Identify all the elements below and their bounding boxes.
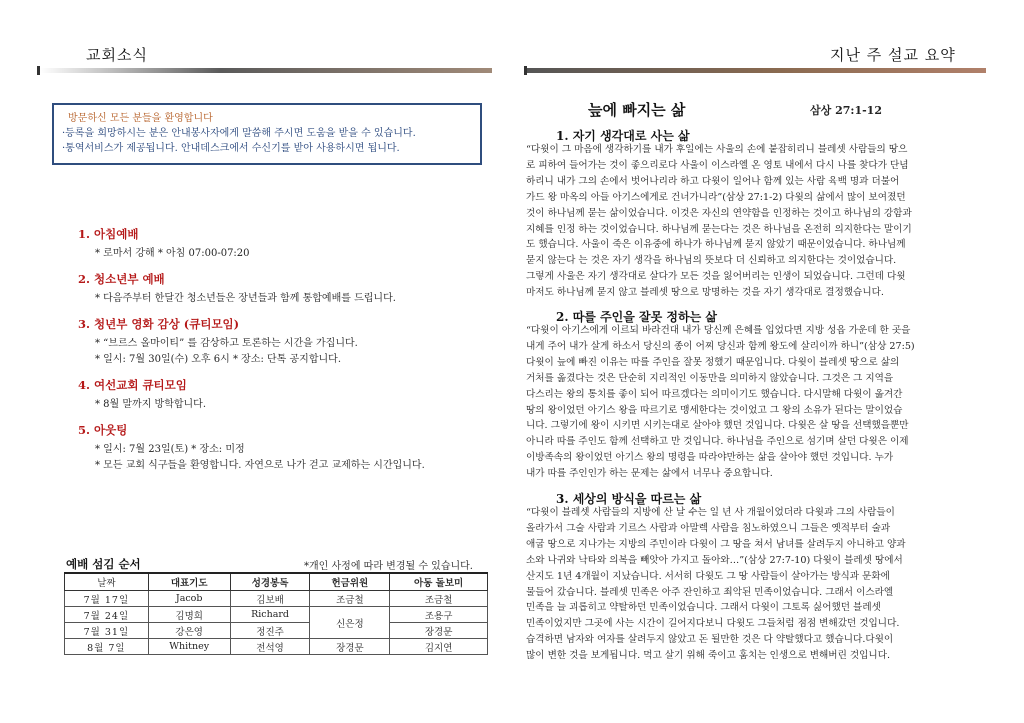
duty-cell: 강은영 [148, 623, 230, 639]
sermon-line: 민족이었지만 그곳에 사는 시간이 길어지다보니 다윗도 그들처럼 점점 변해갔던 것입니다. [526, 618, 900, 630]
sermon-line: 산지도 1년 4개월이 지났습니다. 서서히 다윗도 그 땅 사람들이 살아가는 방식과 문화에 [526, 570, 890, 582]
news-list [78, 226, 508, 483]
welcome-line-1: 방문하신 모든 분들을 환영합니다 [68, 113, 213, 124]
sermon-line: 올라가서 그술 사람과 기르스 사람과 아말렉 사람을 침노하였으니 그들은 옛적부터 술과 [526, 522, 891, 534]
news-item [78, 226, 508, 262]
sermon-line: 도 했습니다. 사울이 죽은 이유중에 하나가 하나님께 묻지 않았기 때문이었습니다. 하나님께 [526, 239, 906, 251]
sermon-line: 것이 하나님께 묻는 삶이었습니다. 이것은 자신의 연약함을 인정하는 것이고 하나님의 강함과 [526, 207, 912, 219]
news-heading: 2. 청소년부 예배 [78, 272, 165, 286]
sermon-line: 거처를 옮겼다는 것은 단순히 지리적인 이동만을 의미하지 않았습니다. 그것은 그 지역을 [526, 372, 894, 384]
duty-cell: 전석영 [230, 639, 310, 655]
news-item [78, 422, 508, 474]
sermon-line: 많이 변한 것을 보게됩니다. 먹고 살기 위해 죽이고 훔치는 인생으로 변해버린 것입니다. [526, 650, 891, 662]
duty-cell-merged: 신은정 [310, 607, 390, 639]
sermon-section-body [526, 142, 986, 301]
news-heading: 1. 아침예배 [78, 227, 139, 241]
table-row [65, 639, 488, 655]
sermon-line: 습격하면 남자와 여자를 살려두지 않았고 돈 될만한 것은 다 약탈했다고 했습니다.다윗이 [526, 634, 894, 646]
sermon-line: 아니라 따를 주인도 함께 선택하고 만 것입니다. 하나님을 주인으로 섬기며 살던 다윗은 이제 [526, 436, 909, 448]
duty-cell: Richard [230, 607, 310, 623]
duty-cell-date: 7월 17일 [65, 591, 149, 607]
sermon-line: 소와 나귀와 낙타와 의복을 빼앗아 가지고 돌아와…”(삼상 27:7-10) 다윗이 블레셋 땅에서 [526, 554, 903, 566]
sermon-section-body [526, 505, 986, 664]
news-line: * 다음주부터 한달간 청소년들은 장년들과 함께 통합예배를 드립니다. [95, 293, 396, 304]
sermon-line: 내가 따를 주인인가 하는 문제는 삶에서 너무나 중요합니다. [526, 468, 773, 480]
news-line: * 일시: 7월 30일(수) 오후 6시 * 장소: 단톡 공지합니다. [95, 354, 341, 365]
sermon-line: 니다. 그렇기에 왕이 시키면 시키는대로 살아야 했던 것입니다. 다윗은 살 땅을 선택했을뿐만 [526, 420, 909, 432]
sermon-line: 내게 주어 내가 살게 하소서 당신의 종이 어찌 당신과 함께 왕도에 살리이까 하니”(삼상 27:5) [526, 340, 915, 352]
news-line: * 로마서 강해 * 아침 07:00-07:20 [95, 248, 250, 259]
news-line: * “브르스 올마이티” 를 감상하고 토론하는 시간을 가집니다. [95, 338, 358, 349]
sermon-line: 하리니 내가 그의 손에서 벗어나리라 하고 다윗이 일어나 함께 있는 사람 육백 명과 더불어 [526, 175, 900, 187]
sermon-line: 다스리는 왕의 통치를 좋이 되어 따르겠다는 의미이기도 했습니다. 다시말해 다윗이 옮겨간 [526, 388, 903, 400]
duty-header-row [65, 573, 488, 591]
left-header-rule [40, 68, 492, 73]
sermon-title: 늪에 빠지는 삶 [588, 101, 686, 119]
sermon-section-heading: 3. 세상의 방식을 따르는 삶 [556, 492, 702, 506]
sermon-line: 묻지 않는다 는 것은 자기 생각을 하나님의 뜻보다 더 신뢰하고 의지한다는 것이었습니다. [526, 255, 897, 267]
sermon-line: 로 피하여 들어가는 것이 좋으리로다 사울이 이스라엘 온 영토 내에서 다시 나를 찾다가 단념 [526, 159, 909, 171]
sermon-line: 이방족속의 왕이었던 아기스 왕의 명령을 따라야만하는 삶을 살아야 했던 것입니다. 누가 [526, 452, 894, 464]
table-row [65, 623, 488, 639]
duty-note: *개인 사정에 따라 변경될 수 있습니다. [304, 561, 473, 572]
news-line: * 8월 말까지 방학합니다. [95, 399, 207, 410]
table-row [65, 607, 488, 623]
duty-cell: 조용구 [390, 607, 488, 623]
sermon-section-heading: 2. 따를 주인을 잘못 정하는 삶 [556, 310, 717, 324]
sermon-line: 다윗이 늪에 빠진 이유는 따를 주인을 잘못 정했기 때문입니다. 다윗이 블레셋 땅으로 삶의 [526, 356, 900, 368]
duty-cell: 장경문 [390, 623, 488, 639]
duty-cell: 김지연 [390, 639, 488, 655]
duty-cell-date: 8월 7일 [65, 639, 149, 655]
news-heading: 3. 청년부 영화 감상 (큐티모임) [78, 317, 240, 331]
duty-cell: 김명희 [148, 607, 230, 623]
news-line: * 모든 교회 식구들을 환영합니다. 자연으로 나가 걷고 교제하는 시간입니다. [95, 460, 425, 471]
duty-cell-date: 7월 31일 [65, 623, 149, 639]
duty-header-cell: 성경봉독 [230, 573, 310, 591]
news-line: * 일시: 7월 23일(토) * 장소: 미정 [95, 444, 245, 455]
sermon-line: “다윗이 그 마음에 생각하기를 내가 후일에는 사울의 손에 붙잡히리니 블레셋 사람들의 땅으 [526, 144, 908, 155]
sermon-line: 애굽 땅으로 지나가는 지방의 주민이라 다윗이 그 땅을 쳐서 남녀를 살려두지 아니하고 양과 [526, 538, 906, 550]
news-heading: 4. 여선교회 큐티모임 [78, 378, 187, 392]
news-item [78, 271, 508, 307]
welcome-line-2: ·등록을 희망하시는 분은 안내봉사자에게 말씀해 주시면 도움을 받을 수 있습니다. [62, 128, 416, 139]
duty-header-cell: 헌금위원 [310, 573, 390, 591]
sermon-line: 그렇게 사울은 자기 생각대로 살다가 모든 것을 잃어버리는 인생이 되었습니다. 그런데 다윗 [526, 271, 906, 283]
sermon-section-heading: 1. 자기 생각대로 사는 삶 [556, 129, 690, 143]
table-row [65, 591, 488, 607]
sermon-line: “다윗이 아기스에게 이르되 바라건대 내가 당신께 은혜를 입었다면 지방 성읍 가운데 한 곳을 [526, 325, 911, 336]
sermon-line: 마저도 하나님께 묻지 않고 블레셋 땅으로 망명하는 것을 자기 생각대로 결정했습니다. [526, 287, 884, 299]
duty-cell: 조금철 [390, 591, 488, 607]
sermon-scripture: 삼상 27:1-12 [810, 104, 882, 117]
sermon-section-body [526, 323, 986, 482]
sermon-line: 땅의 왕이었던 아기스 왕을 따르기로 맹세한다는 것이었고 그 왕의 소유가 된다는 말이었습 [526, 404, 903, 416]
duty-cell: 정진주 [230, 623, 310, 639]
news-item [78, 377, 508, 413]
right-header-rule [527, 68, 986, 73]
duty-cell: Whitney [148, 639, 230, 655]
sermon-line: 민족을 늘 괴롭히고 약탈하던 민족이었습니다. 그래서 다윗이 그토록 싫어했던 블레셋 [526, 602, 881, 614]
sermon-line: 물들어 갔습니다. 블레셋 민족은 아주 잔인하고 죄악된 민족이었습니다. 그래서 이스라엘 [526, 586, 894, 598]
duty-table [64, 572, 488, 655]
welcome-line-3: ·통역서비스가 제공됩니다. 안내데스크에서 수신기를 받아 사용하시면 됩니다. [62, 143, 400, 154]
duty-cell: Jacob [148, 591, 230, 607]
news-item [78, 316, 508, 368]
right-page-title: 지난 주 설교 요약 [830, 46, 956, 64]
sermon-line: 가드 왕 마옥의 아들 아기스에게로 건너가니라”(삼상 27:1-2) 다윗의 삶에서 많이 보여졌던 [526, 191, 906, 203]
left-page-title: 교회소식 [86, 46, 148, 64]
duty-title: 예배 섬김 순서 [66, 557, 141, 571]
sermon-line: “다윗이 블레셋 사람들의 지방에 산 날 수는 일 년 사 개월이었더라 다윗과 그의 사람들이 [526, 507, 895, 518]
duty-cell-date: 7월 24일 [65, 607, 149, 623]
duty-header-cell: 날짜 [65, 573, 149, 591]
news-heading: 5. 아웃팅 [78, 423, 128, 437]
welcome-box [52, 103, 482, 165]
duty-cell: 장경문 [310, 639, 390, 655]
duty-cell: 조금철 [310, 591, 390, 607]
sermon-line: 지혜를 인정 하는 것이었습니다. 하나님께 묻는다는 것은 하나님을 온전히 의지한다는 말이기 [526, 223, 912, 235]
duty-header-cell: 대표기도 [148, 573, 230, 591]
duty-cell: 김보배 [230, 591, 310, 607]
duty-header-cell: 아동 돌보미 [390, 573, 488, 591]
